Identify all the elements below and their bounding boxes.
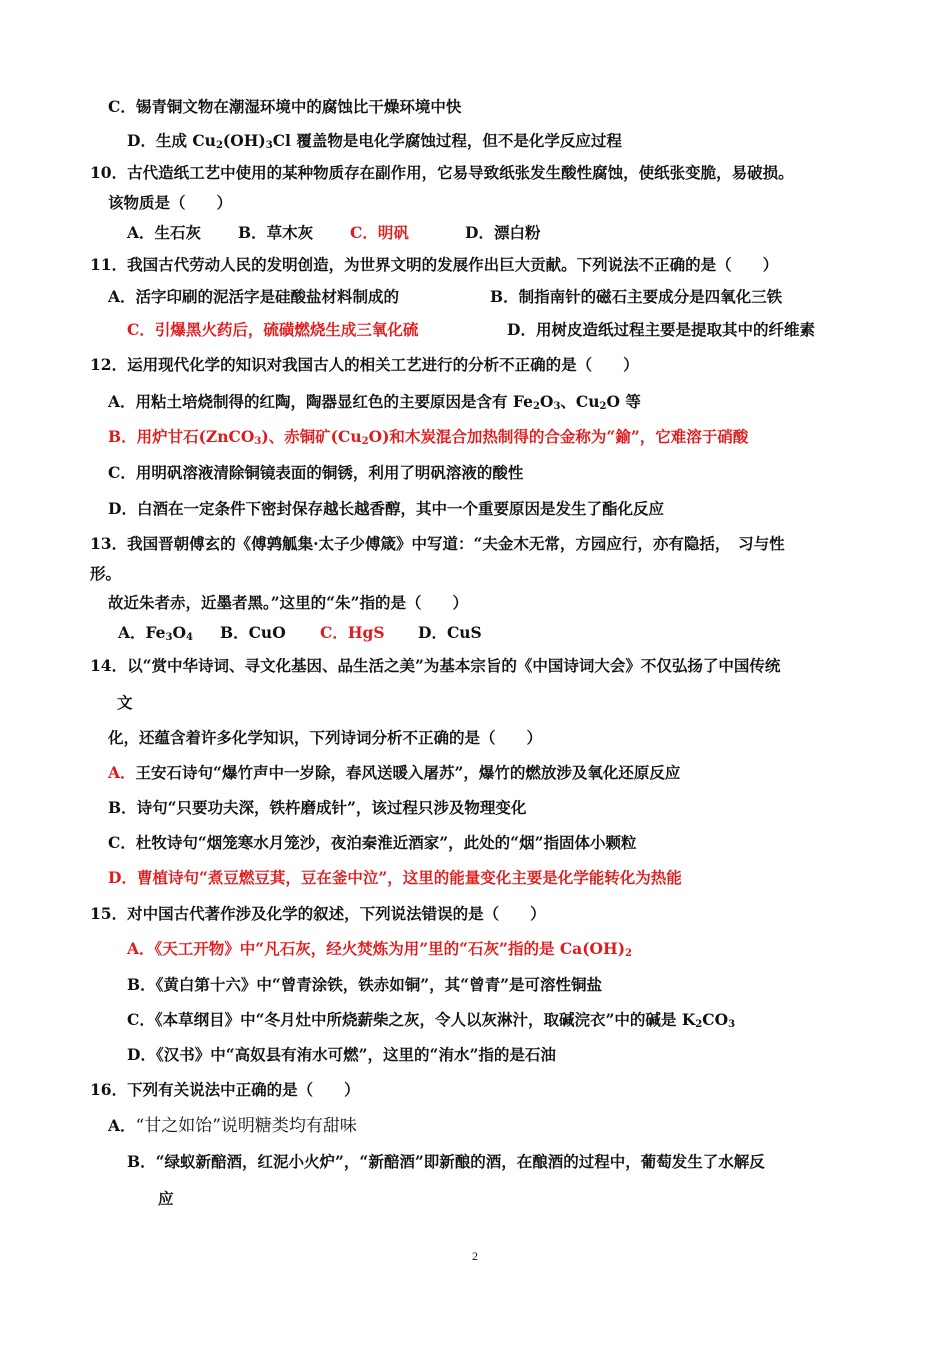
q9-option-c: C．锡青铜文物在潮湿环境中的腐蚀比干燥环境中快 [108,97,462,116]
q15-option-b: B．《黄白第十六》中“曾青涂铁，铁赤如铜”，其“曾青”是可溶性铜盐 [127,975,603,994]
q16-option-b: B．“绿蚁新醅酒，红泥小火炉”，“新醅酒”即新酿的酒，在酿酒的过程中，葡萄发生了水解反 [127,1152,765,1171]
q10-option-d: D．漂白粉 [465,223,541,242]
q13-option-d: D．CuS [418,623,482,642]
q12-option-a: A．用粘土培烧制得的红陶，陶器显红色的主要原因是含有 $Fe_2O_3$、$Cu_2O$ 等 [108,392,641,412]
q11-option-a: A．活字印刷的泥活字是硅酸盐材料制成的 [108,287,400,306]
q14-option-a: A．王安石诗句“爆竹声中一岁除，春风送暖入屠苏”，爆竹的燃放涉及氧化还原反应 [108,763,681,782]
q13-option-b: B．CuO [220,623,286,642]
q13-stem-cont2: 故近朱者赤，近墨者黑。”这里的“朱”指的是（ ） [108,593,468,612]
q9-option-d: D．生成 $Cu_2(OH)_3Cl$ 覆盖物是电化学腐蚀过程，但不是化学反应过程 [127,131,622,151]
q12-option-c: C．用明矾溶液清除铜镜表面的铜锈，利用了明矾溶液的酸性 [108,463,524,482]
q13-stem: 13．我国晋朝傅玄的《傅鹑觚集·太子少傅箴》中写道：“夫金木无常，方园应行，亦有隐括， 习与性 [90,534,785,553]
q16-option-b-cont: 应 [158,1189,174,1208]
q16-option-a: A．“甘之如饴”说明糖类均有甜味 [108,1116,357,1136]
q15-option-d: D．《汉书》中“高奴县有洧水可燃”，这里的“洧水”指的是石油 [127,1045,556,1064]
q13-option-a: A．$Fe_3O_4$ [118,623,193,643]
q14-stem: 14．以“赏中华诗词、寻文化基因、品生活之美”为基本宗旨的《中国诗词大会》不仅弘扬了中国传统 [90,656,781,675]
q10-option-c-answer: C．明矾 [350,223,409,242]
q11-stem: 11．我国古代劳动人民的发明创造，为世界文明的发展作出巨大贡献。下列说法不正确的是（ ） [90,255,779,274]
q10-stem: 10．古代造纸工艺中使用的某种物质存在副作用，它易导致纸张发生酸性腐蚀，使纸张变脆，易破损。 [90,163,794,182]
q10-option-b: B．草木灰 [238,223,314,242]
q11-option-c-answer: C．引爆黑火药后，硫磺燃烧生成三氧化硫 [127,320,419,339]
q10-stem-cont: 该物质是（ ） [108,193,233,212]
q12-stem: 12．运用现代化学的知识对我国古人的相关工艺进行的分析不正确的是（ ） [90,355,639,374]
q14-option-b: B．诗句“只要功夫深，铁杵磨成针”，该过程只涉及物理变化 [108,798,527,817]
q15-option-c: C．《本草纲目》中“冬月灶中所烧薪柴之灰，令人以灰淋汁，取碱浣衣”中的碱是 $K_2CO_3$ [127,1010,736,1030]
q11-option-b: B．制指南针的磁石主要成分是四氧化三铁 [490,287,783,306]
q11-option-d: D．用树皮造纸过程主要是提取其中的纤维素 [507,320,815,339]
q12-option-b-answer: B．用炉甘石(ZnCO$_3$)、赤铜矿$(Cu_2O)$和木炭混合加热制得的合金称为“鍮”，它难溶于硝酸 [108,427,749,447]
q14-option-c: C．杜牧诗句“烟笼寒水月笼沙，夜泊秦淮近酒家”，此处的“烟”指固体小颗粒 [108,833,637,852]
q14-stem-cont2: 化，还蕴含着许多化学知识，下列诗词分析不正确的是（ ） [108,728,543,747]
q13-stem-cont: 形。 [90,564,122,583]
q10-option-a: A．生石灰 [127,223,202,242]
q14-option-d-answer: D．曹植诗句“煮豆燃豆萁，豆在釜中泣”，这里的能量变化主要是化学能转化为热能 [108,868,682,887]
q15-option-a-answer: A．《天工开物》中“凡石灰，经火焚炼为用”里的“石灰”指的是 $Ca(OH)_2$ [127,939,632,959]
page-number: 2 [472,1249,478,1263]
q13-option-c-answer: C．HgS [320,623,385,642]
q16-stem: 16．下列有关说法中正确的是（ ） [90,1080,360,1099]
q15-stem: 15．对中国古代著作涉及化学的叙述，下列说法错误的是（ ） [90,904,546,923]
q12-option-d: D．白酒在一定条件下密封保存越长越香醇，其中一个重要原因是发生了酯化反应 [108,499,664,518]
q14-stem-cont: 文 [117,693,133,712]
